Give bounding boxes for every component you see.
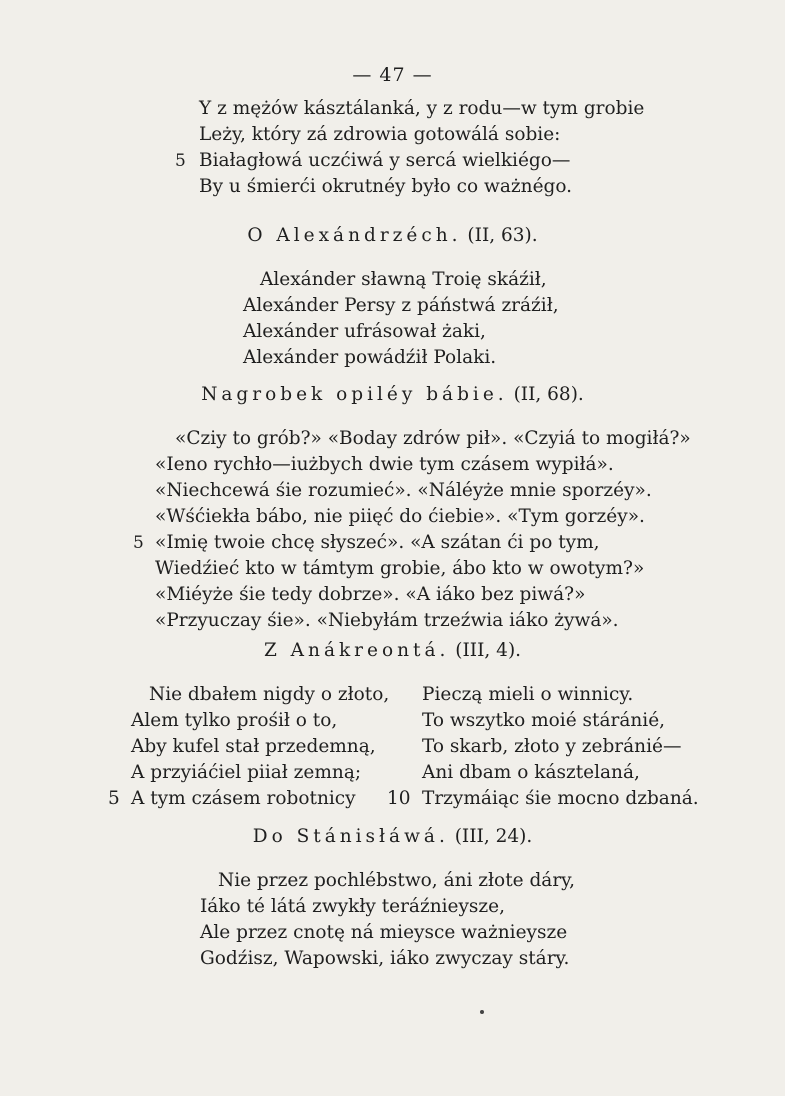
poem-title <box>0 384 785 405</box>
verse-text: To skarb, złoto y zebránié— <box>422 736 682 757</box>
verse-line <box>0 345 785 371</box>
verse-text: To wszytko moié stáránié, <box>422 710 666 731</box>
verse-text: Nie dbałem nigdy o złoto, <box>149 684 390 705</box>
verse-text: Alexánder Persy z páństwá zráźił, <box>243 295 559 316</box>
verse-text: «Wśćiekła bábo, nie piięć do ćiebie». «Tym gorzéy». <box>155 506 645 527</box>
verse-line <box>0 530 785 556</box>
verse-line <box>0 96 785 122</box>
verse-text: Y z mężów kásztálanká, y z rodu—w tym grobie <box>199 98 645 119</box>
verse-text: Ale przez cnotę ná mieysce ważnieysze <box>200 922 568 943</box>
line-number: 5 <box>175 151 186 171</box>
verse-text: Alem tylko prośił o to, <box>131 710 338 731</box>
stanza-5 <box>0 868 785 972</box>
poem-title-ref: (III, 24). <box>454 826 533 847</box>
verse-line <box>422 708 665 734</box>
verse-line <box>0 894 785 920</box>
verse-line <box>422 760 640 786</box>
verse-line <box>0 504 785 530</box>
verse-line <box>422 682 633 708</box>
verse-line <box>131 786 356 812</box>
verse-text: Alexánder sławną Troię skáźił, <box>260 269 547 290</box>
poem-title-text: O Alexándrzéch. <box>247 225 462 246</box>
verse-line <box>0 582 785 608</box>
verse-line <box>0 148 785 174</box>
verse-text: «Cziy to grób?» «Boday zdrów pił». «Czyiá to mogiłá?» <box>175 428 691 449</box>
ink-speck <box>480 1010 484 1014</box>
verse-line <box>0 319 785 345</box>
verse-line <box>422 786 699 812</box>
verse-line <box>0 478 785 504</box>
verse-line <box>0 920 785 946</box>
verse-text: Godźisz, Wapowski, iáko zwyczay stáry. <box>200 948 570 969</box>
line-number: 10 <box>387 788 411 809</box>
poem-title-ref: (II, 63). <box>467 225 538 246</box>
verse-line <box>131 734 376 760</box>
verse-text: Alexánder powádźił Polaki. <box>243 347 497 368</box>
poem-title-ref: (III, 4). <box>455 640 522 661</box>
verse-line <box>0 267 785 293</box>
poem-title <box>0 640 785 661</box>
verse-text: By u śmierći okrutnéy było co ważnégo. <box>199 176 573 197</box>
verse-text: A tym czásem robotnicy <box>131 788 356 809</box>
poem-title <box>0 225 785 246</box>
verse-line <box>422 734 681 760</box>
verse-text: Pieczą mieli o winnicy. <box>422 684 634 705</box>
poem-title-ref: (II, 68). <box>513 384 584 405</box>
verse-text: Trzymáiąc śie mocno dzbaná. <box>422 788 699 809</box>
page-number: — 47 — <box>352 64 433 86</box>
verse-line <box>0 426 785 452</box>
verse-text: Wiedźieć kto w támtym grobie, ábo kto w owotym?» <box>155 558 645 579</box>
verse-line <box>0 293 785 319</box>
verse-text: Leży, który zá zdrowia gotowálá sobie: <box>199 124 561 145</box>
verse-text: Nie przez pochlébstwo, áni złote dáry, <box>218 870 576 891</box>
verse-text: Aby kufel stał przedemną, <box>131 736 376 757</box>
verse-text: Alexánder ufrásował żaki, <box>243 321 486 342</box>
poem-title-text: Z Anákreontá. <box>263 640 450 661</box>
poem-title <box>0 826 785 847</box>
stanza-2 <box>0 267 785 371</box>
verse-line <box>149 682 389 708</box>
verse-line <box>0 174 785 200</box>
stanza-1 <box>0 96 785 200</box>
line-number: 5 <box>133 533 144 553</box>
verse-text: «Przyuczay śie». «Niebyłám trzeźwia iáko żywá». <box>155 610 619 631</box>
stanza-3 <box>0 426 785 634</box>
verse-text: «Niechcewá śie rozumieć». «Náléyże mnie sporzéy». <box>155 480 652 501</box>
line-number: 5 <box>108 788 120 809</box>
verse-text: Ani dbam o kásztelaná, <box>422 762 640 783</box>
poem-title-text: Do Stánisłáwá. <box>252 826 449 847</box>
verse-line <box>0 122 785 148</box>
verse-line <box>0 608 785 634</box>
verse-line <box>0 452 785 478</box>
poem-title-text: Nagrobek opiléy bábie. <box>201 384 508 405</box>
verse-text: Iáko té látá zwykły teráźnieysze, <box>200 896 505 917</box>
verse-text: «Ieno rychło—iużbych dwie tym czásem wypiłá». <box>155 454 614 475</box>
verse-line <box>0 868 785 894</box>
verse-text: A przyiáćiel piiał zemną; <box>131 762 362 783</box>
verse-line <box>0 556 785 582</box>
verse-text: «Imię twoie chcę słyszeć». «A szátan ći po tym, <box>155 532 600 553</box>
verse-line <box>131 760 361 786</box>
verse-text: «Miéyże śie tedy dobrze». «A iáko bez piwá?» <box>155 584 586 605</box>
verse-line <box>131 708 337 734</box>
verse-text: Białagłowá uczćiwá y sercá wielkiégo— <box>199 150 571 171</box>
verse-line <box>0 946 785 972</box>
